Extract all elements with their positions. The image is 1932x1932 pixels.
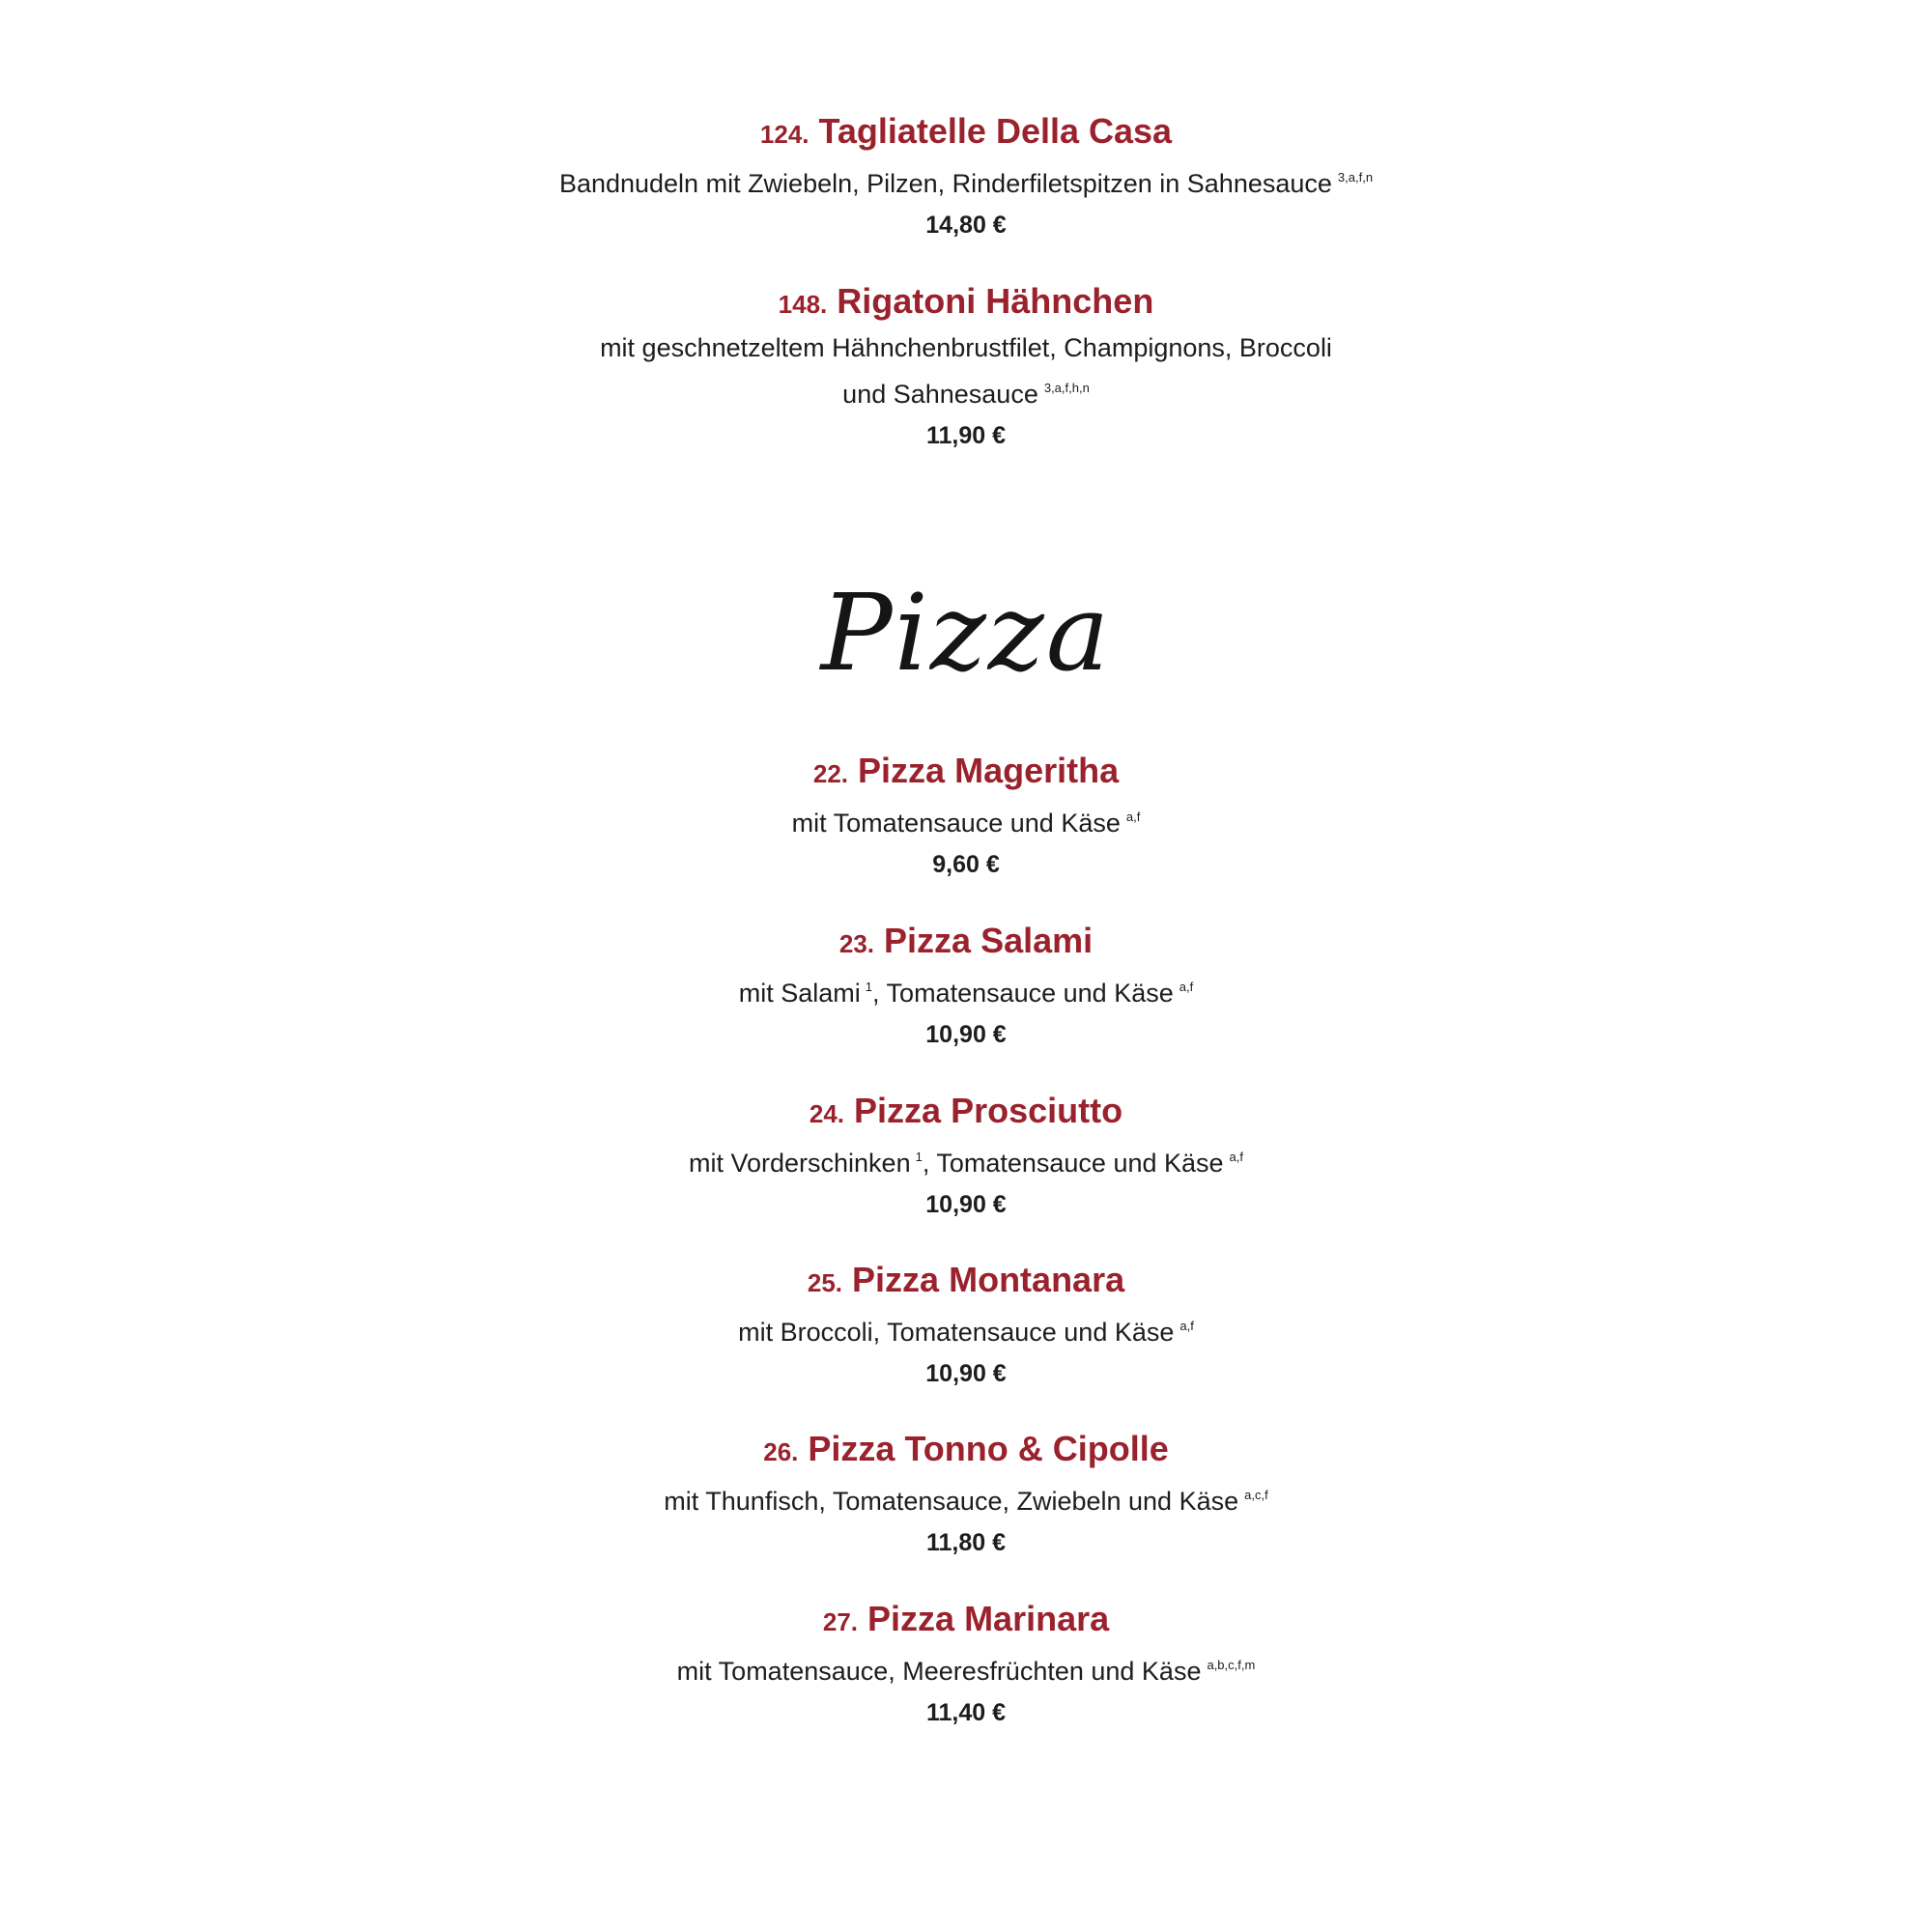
item-title [0,1428,1932,1473]
item-title [0,920,1932,965]
item-name: Pizza Salami [884,921,1094,960]
description-text: mit Thunfisch, Tomatensauce, Zwiebeln und Käse [664,1487,1239,1516]
allergen-codes: a,f [1179,980,1194,994]
description-text: mit Tomatensauce und Käse [791,809,1121,838]
item-number: 25. [807,1268,843,1297]
item-price: 10,90 € [925,1360,1007,1387]
item-price: 14,80 € [925,212,1007,239]
item-name: Pizza Prosciutto [854,1091,1123,1130]
menu-item-tagliatelle [0,110,1932,244]
item-price: 9,60 € [932,851,1000,878]
menu-item-pizza-tonno-cipolle [0,1428,1932,1562]
item-title [0,1598,1932,1643]
pizza-section-heading: Pizza [820,571,1112,695]
item-title [0,750,1932,795]
description-text: , Tomatensauce und Käse [872,979,1174,1008]
item-number: 148. [778,290,828,319]
item-name: Pizza Marinara [867,1599,1110,1638]
description-text: mit Vorderschinken [688,1149,911,1178]
allergen-codes: a,f [1125,810,1141,824]
item-name: Pizza Montanara [852,1260,1125,1299]
item-title [0,110,1932,156]
allergen-codes: a,c,f [1244,1488,1268,1502]
menu-item-pizza-prosciutto [0,1090,1932,1224]
item-description [0,797,1932,843]
item-title [0,1090,1932,1135]
item-price: 11,80 € [925,1529,1007,1556]
description-text: mit Tomatensauce, Meeresfrüchten und Käse [676,1657,1202,1686]
menu-item-pizza-mageritha [0,750,1932,884]
item-name: Pizza Tonno & Cipolle [808,1429,1169,1468]
description-text: mit Broccoli, Tomatensauce und Käse [738,1318,1175,1347]
item-number: 24. [809,1099,845,1128]
item-description [0,967,1932,1013]
menu-item-pizza-salami [0,920,1932,1054]
allergen-codes: a,b,c,f,m [1207,1658,1256,1672]
footnote-mark: 1 [865,980,873,994]
menu-item-pizza-marinara [0,1598,1932,1732]
description-line: Bandnudeln mit Zwiebeln, Pilzen, Rinderfiletspitzen in Sahnesauce [558,169,1332,198]
allergen-codes: a,f [1229,1150,1244,1164]
item-number: 26. [763,1437,799,1466]
allergen-codes: 3,a,f,h,n [1043,381,1090,395]
item-title [0,280,1932,326]
item-name: Rigatoni Hähnchen [837,281,1154,321]
allergen-codes: 3,a,f,n [1337,170,1374,185]
item-number: 23. [838,929,875,958]
item-price: 10,90 € [925,1191,1007,1218]
menu-item-rigatoni [0,280,1932,455]
footnote-mark: 1 [915,1150,923,1164]
allergen-codes: a,f [1179,1319,1194,1333]
item-description [0,327,1932,414]
item-description [0,1137,1932,1183]
item-price: 11,90 € [925,422,1007,449]
item-description [0,1475,1932,1521]
item-price: 11,40 € [925,1699,1007,1726]
item-name: Tagliatelle Della Casa [818,111,1173,151]
item-description [0,1645,1932,1691]
item-number: 124. [759,120,810,149]
item-name: Pizza Mageritha [858,751,1120,790]
menu-item-pizza-montanara [0,1259,1932,1393]
description-text: mit Salami [738,979,861,1008]
description-line: und Sahnesauce [842,380,1038,409]
description-line: mit geschnetzeltem Hähnchenbrustfilet, Champignons, Broccoli [600,333,1332,362]
item-description [0,157,1932,204]
item-title [0,1259,1932,1304]
item-number: 27. [822,1607,859,1636]
item-price: 10,90 € [925,1021,1007,1048]
item-number: 22. [812,759,849,788]
description-text: , Tomatensauce und Käse [922,1149,1224,1178]
item-description [0,1306,1932,1352]
